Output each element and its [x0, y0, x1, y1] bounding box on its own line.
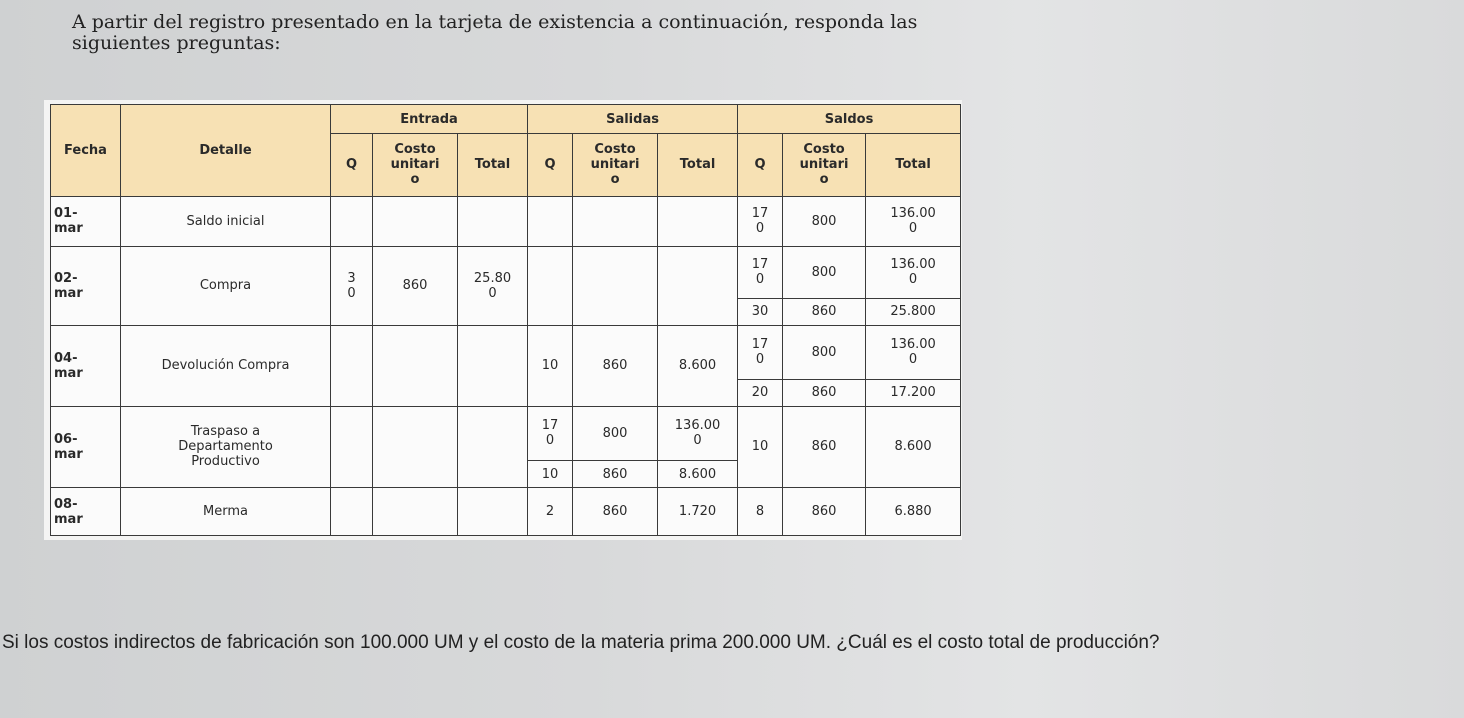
entrada-total-cell: 25.80 0	[458, 246, 528, 325]
salidas-costo-cell: 800	[573, 406, 658, 460]
saldos-total-cell: 136.00 0	[866, 246, 961, 298]
row-detail: Compra	[121, 246, 331, 325]
table-row	[51, 488, 961, 536]
header-salidas-q: Q	[528, 134, 573, 196]
header-detalle: Detalle	[121, 105, 331, 197]
table-row	[51, 325, 961, 379]
header-saldos-total: Total	[866, 134, 961, 196]
table-row	[51, 246, 961, 298]
saldos-costo-cell: 800	[783, 196, 866, 246]
salidas-q-cell: 10	[528, 460, 573, 487]
header-salidas-costo: Costo unitari o	[573, 134, 658, 196]
saldos-total-cell: 136.00 0	[866, 196, 961, 246]
entrada-q-cell	[331, 196, 373, 246]
saldos-q-cell: 30	[738, 298, 783, 325]
row-detail: Saldo inicial	[121, 196, 331, 246]
instruction-text: A partir del registro presentado en la tarjeta de existencia a continuación, responda las siguientes preguntas:	[72, 11, 918, 54]
entrada-total-cell	[458, 406, 528, 487]
salidas-total-cell: 1.720	[658, 488, 738, 536]
header-saldos-q: Q	[738, 134, 783, 196]
saldos-q-cell: 8	[738, 488, 783, 536]
header-fecha: Fecha	[51, 105, 121, 197]
saldos-total-cell: 136.00 0	[866, 325, 961, 379]
salidas-total-cell: 8.600	[658, 460, 738, 487]
entrada-total-cell	[458, 196, 528, 246]
saldos-costo-cell: 860	[783, 379, 866, 406]
header-salidas: Salidas	[528, 105, 738, 134]
entrada-q-cell: 3 0	[331, 246, 373, 325]
saldos-costo-cell: 860	[783, 406, 866, 487]
saldos-total-cell: 8.600	[866, 406, 961, 487]
salidas-total-cell: 136.00 0	[658, 406, 738, 460]
saldos-total-cell: 25.800	[866, 298, 961, 325]
entrada-q-cell	[331, 406, 373, 487]
entrada-costo-cell	[373, 488, 458, 536]
header-salidas-total: Total	[658, 134, 738, 196]
salidas-total-cell	[658, 196, 738, 246]
saldos-costo-cell: 860	[783, 488, 866, 536]
inventory-card-table	[50, 104, 961, 536]
row-date: 02- mar	[51, 246, 121, 325]
row-date: 06- mar	[51, 406, 121, 487]
table-row	[51, 196, 961, 246]
entrada-total-cell	[458, 325, 528, 406]
saldos-q-cell: 17 0	[738, 196, 783, 246]
row-detail: Merma	[121, 488, 331, 536]
saldos-costo-cell: 800	[783, 246, 866, 298]
salidas-q-cell: 17 0	[528, 406, 573, 460]
salidas-costo-cell	[573, 196, 658, 246]
row-date: 04- mar	[51, 325, 121, 406]
header-entrada-q: Q	[331, 134, 373, 196]
salidas-costo-cell: 860	[573, 325, 658, 406]
salidas-costo-cell	[573, 246, 658, 325]
entrada-total-cell	[458, 488, 528, 536]
saldos-q-cell: 17 0	[738, 325, 783, 379]
salidas-q-cell: 2	[528, 488, 573, 536]
salidas-q-cell	[528, 196, 573, 246]
salidas-costo-cell: 860	[573, 460, 658, 487]
header-entrada: Entrada	[331, 105, 528, 134]
header-entrada-total: Total	[458, 134, 528, 196]
question-text: Si los costos indirectos de fabricación son 100.000 UM y el costo de la materia prima 200.000 UM. ¿Cuál es el costo total de producción?	[2, 632, 1160, 653]
salidas-total-cell	[658, 246, 738, 325]
row-date: 08- mar	[51, 488, 121, 536]
entrada-q-cell	[331, 488, 373, 536]
saldos-q-cell: 10	[738, 406, 783, 487]
header-entrada-costo: Costo unitari o	[373, 134, 458, 196]
entrada-costo-cell	[373, 406, 458, 487]
salidas-costo-cell: 860	[573, 488, 658, 536]
table-row	[51, 406, 961, 460]
saldos-total-cell: 6.880	[866, 488, 961, 536]
row-detail: Traspaso a Departamento Productivo	[121, 406, 331, 487]
salidas-q-cell: 10	[528, 325, 573, 406]
saldos-costo-cell: 800	[783, 325, 866, 379]
entrada-costo-cell	[373, 196, 458, 246]
header-saldos-costo: Costo unitari o	[783, 134, 866, 196]
salidas-total-cell: 8.600	[658, 325, 738, 406]
entrada-costo-cell: 860	[373, 246, 458, 325]
entrada-costo-cell	[373, 325, 458, 406]
entrada-q-cell	[331, 325, 373, 406]
row-detail: Devolución Compra	[121, 325, 331, 406]
saldos-total-cell: 17.200	[866, 379, 961, 406]
row-date: 01- mar	[51, 196, 121, 246]
saldos-q-cell: 17 0	[738, 246, 783, 298]
saldos-q-cell: 20	[738, 379, 783, 406]
saldos-costo-cell: 860	[783, 298, 866, 325]
header-saldos: Saldos	[738, 105, 961, 134]
salidas-q-cell	[528, 246, 573, 325]
